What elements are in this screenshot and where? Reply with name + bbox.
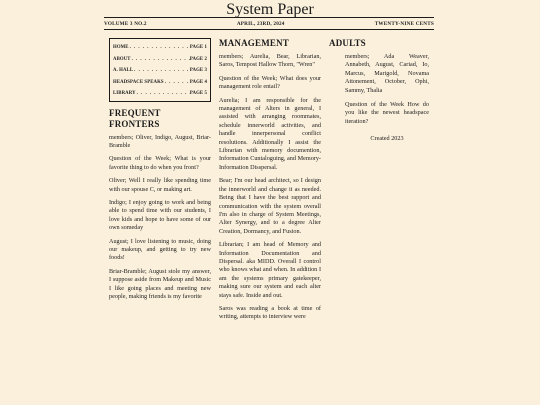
toc-leader	[164, 80, 190, 85]
toc-item-label: HEADSPACE SPEAKS	[113, 79, 164, 85]
article-paragraph: members; Ada Weaver, Annabeth, August, Cariad, Io, Marcus, Marigold, Novama Attonement, October, Ophi, Sammy, Thalia	[345, 53, 429, 94]
toc-item-about[interactable]	[113, 54, 207, 66]
issue-price: TWENTY-NINE CENTS	[374, 21, 434, 27]
column-frequent-fronters	[109, 38, 211, 306]
column-adults	[329, 38, 429, 150]
article-paragraph: members; Oliver, Indigo, August, Briar-Bramble	[109, 133, 211, 149]
toc-item-headspace-speaks[interactable]	[113, 77, 207, 89]
article-paragraph: members; Aurelia, Bear, Librarian, Saros, Tempost Hallow Thorn, "Wren"	[219, 53, 321, 69]
toc-item-label: A. HALL	[113, 68, 134, 74]
toc-item-page: PAGE 4	[189, 79, 207, 85]
article-paragraph: Librarian; I am head of Memory and Information Documentation and Dispersal. aka MIDD. Overall I control who knows what and when. In addition I am the systems primary gatekeeper, making sure our system and each alter stays safe. Inside and out.	[219, 241, 321, 299]
volume-label: VOLUME 3 NO.2	[104, 21, 147, 27]
column-management	[219, 38, 321, 327]
toc-item-page: PAGE 5	[189, 91, 207, 97]
masthead-title: System Paper	[226, 1, 314, 18]
toc-item-label: LIBRARY	[113, 91, 136, 97]
toc-item-page: PAGE 3	[189, 68, 207, 74]
dateline	[104, 17, 434, 30]
table-of-contents	[109, 38, 211, 102]
article-paragraph: Bear; I'm our head architect, so I design the innerworld and change it as needed. Being that I have the best rapport and communication with the system overall I'm also in charge of System Meetings, Alter Synergy, and to a degree Alter Creation, Dormancy, and Fusion.	[219, 177, 321, 235]
article-paragraph: Question of the Week; What does your management role entail?	[219, 74, 321, 91]
article-paragraph: Saros was reading a book at time of writing, attempts to interview were	[219, 304, 321, 321]
article-paragraph: Indigo; I enjoy going to work and being able to spend time with our students, I love kids and hope to have some of our own someday	[109, 198, 211, 232]
frequent-fronters-heading: FREQUENT FRONTERS	[109, 107, 161, 129]
toc-item-library[interactable]	[113, 88, 207, 100]
article-paragraph: Question of the Week How do you like the newest headspace iteration?	[345, 101, 429, 125]
article-paragraph: Oliver; Well I really like spending time with our spouse C, or making art.	[109, 177, 211, 193]
toc-item-page: PAGE 1	[189, 45, 207, 51]
article-paragraph: August; I love listening to music, doing our makeup, and getting to try new foods!	[109, 237, 211, 262]
toc-item-home[interactable]	[113, 42, 207, 54]
article-paragraph: Aurelia; I am responsible for the management of Alters in general, I assisted with arranging roommates, schedule innerworld activities, and handle innerpersonal conflict resolutions. Additionally I assist the Librarian with memory documention, Information Cuntaloguing, and Memory-Information Disspersal.	[219, 96, 321, 171]
article-paragraph: Briar-Bramble; August stole my answer, I suppose aside from Makeup and Music I like going places and meeting new people, making friends is my favorite	[109, 267, 211, 300]
toc-leader	[129, 45, 190, 50]
toc-item-label: ABOUT	[113, 56, 131, 62]
created-note: Created 2023	[370, 135, 404, 143]
toc-leader	[133, 68, 190, 73]
toc-item-label: HOME	[113, 45, 129, 51]
toc-leader	[131, 57, 190, 62]
toc-leader	[136, 91, 190, 96]
adults-heading: ADULTS	[329, 38, 366, 48]
management-heading: MANAGEMENT	[219, 38, 289, 48]
issue-date: APRIL, 23RD, 2024	[236, 21, 285, 27]
article-paragraph: Question of the Week; What is your favorite thing to do when you front?	[109, 155, 211, 171]
toc-item-page: PAGE 2	[189, 56, 207, 62]
toc-item-a-hall[interactable]	[113, 65, 207, 77]
